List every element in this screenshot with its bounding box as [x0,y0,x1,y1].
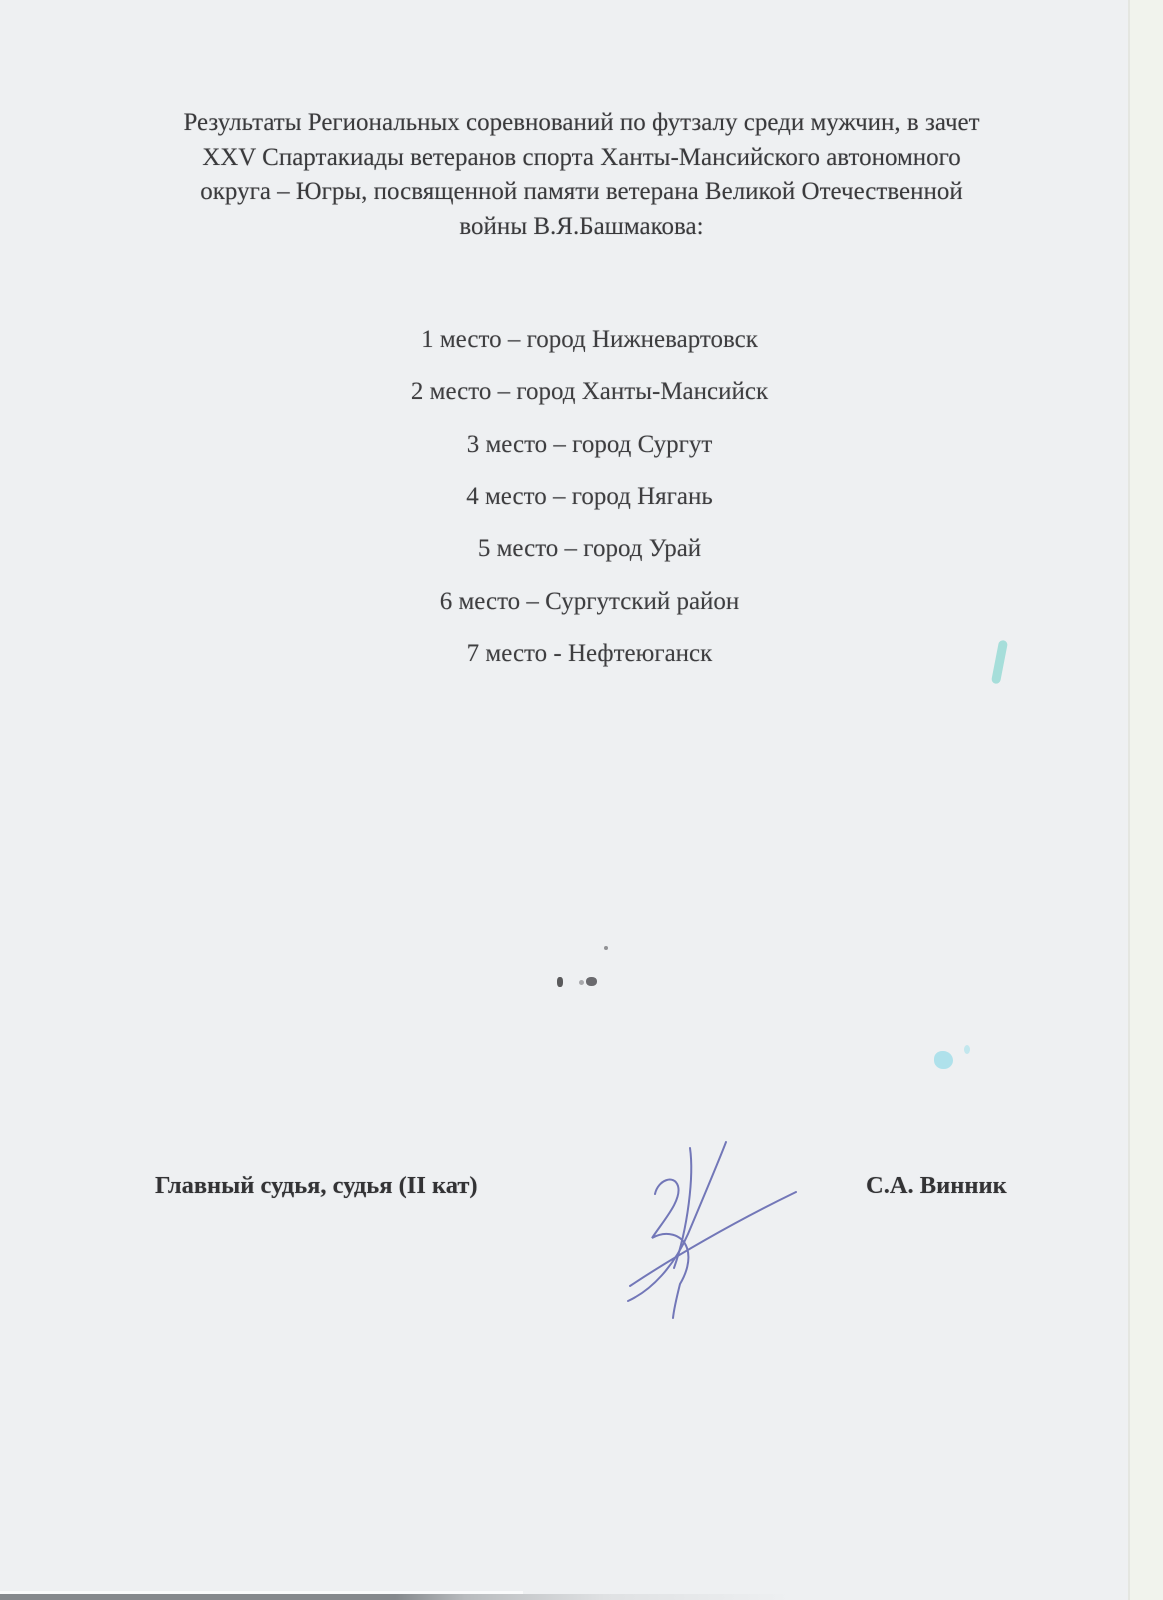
title-line: XXV Спартакиады ветеранов спорта Ханты-Мансийского автономного [202,143,961,171]
cyan-ink-dot [964,1045,970,1054]
result-item-3: 3 место – город Сургут [466,430,713,458]
result-item-5: 5 место – город Урай [477,535,702,563]
title-line: Результаты Региональных соревнований по футзалу среди мужчин, в зачет [183,109,980,136]
ink-speck [579,980,584,985]
result-item-7: 7 место - Нефтеюганск [466,639,713,667]
signature-stroke [630,1192,796,1286]
ink-speck [586,977,597,986]
footer-row [0,1172,1163,1206]
result-item-6: 6 место – Сургутский район [439,587,740,615]
document-title [142,106,1022,244]
cyan-ink-blob [934,1051,953,1069]
ink-speck [557,977,563,987]
signature-scribble [600,1118,820,1328]
scan-shadow [0,1594,1163,1600]
result-item-1: 1 место – город Нижневартовск [421,326,758,354]
result-item-2: 2 место – город Ханты-Мансийск [410,378,769,406]
result-item-4: 4 место – город Нягань [466,483,713,511]
ink-speck [604,946,608,950]
judge-title-label: Главный судья, судья (II кат) [155,1172,478,1199]
title-line: округа – Югры, посвященной памяти ветерана Великой Отечественной [200,178,963,205]
title-line: войны В.Я.Башмакова: [459,212,704,240]
judge-name-label: С.А. Винник [866,1172,1007,1199]
results-list [8,314,1163,680]
scan-edge-band [1128,0,1163,1600]
